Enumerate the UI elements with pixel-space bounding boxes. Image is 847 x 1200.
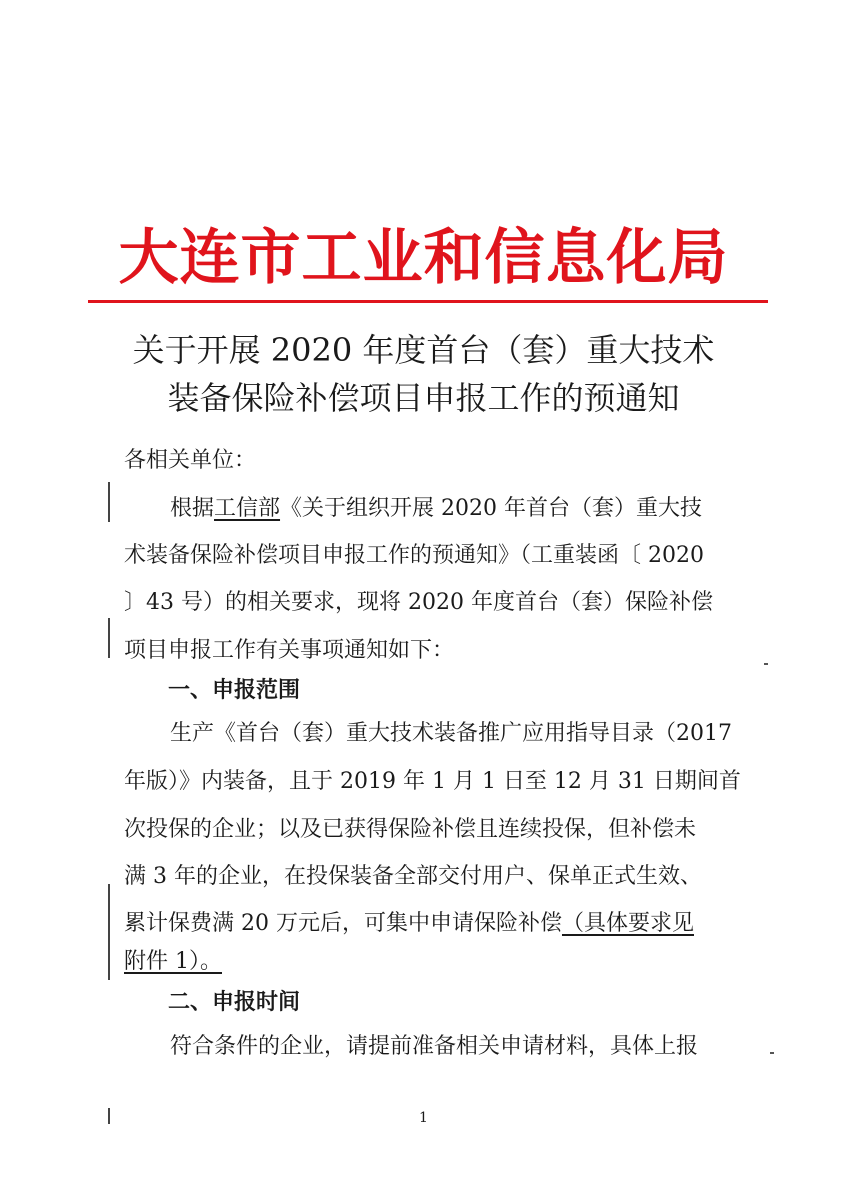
section-1-attachment-reference: 附件 1）。	[124, 949, 222, 974]
scan-speck	[770, 1052, 774, 1054]
intro-line-4: 项目申报工作有关事项通知如下：	[124, 638, 455, 663]
page-number: 1	[419, 1110, 428, 1126]
intro-line-1	[170, 494, 702, 524]
margin-scan-mark	[108, 618, 110, 658]
red-header-rule	[88, 300, 768, 303]
salutation: 各相关单位：	[124, 448, 257, 473]
section-1-underlined-requirements: （具体要求见	[561, 911, 694, 936]
intro-line-3: 〕43 号）的相关要求，现将 2020 年度首台（套）保险补偿	[124, 590, 713, 615]
document-title-line-1: 关于开展 2020 年度首台（套）重大技术	[132, 331, 715, 369]
section-2-line-1: 符合条件的企业，请提前准备相关申请材料，具体上报	[170, 1034, 699, 1059]
margin-scan-mark	[108, 884, 110, 980]
margin-scan-mark	[108, 482, 110, 522]
scan-speck	[764, 663, 768, 665]
intro-text-c: 《关于组织开展 2020 年首台（套）重大技	[280, 496, 703, 521]
issuing-organization-title: 大连市工业和信息化局	[118, 223, 729, 293]
section-1-line-2: 年版）》内装备，且于 2019 年 1 月 1 日至 12 月 31 日期间首	[124, 769, 741, 794]
intro-line-2: 术装备保险补偿项目申报工作的预通知》（工重装函〔 2020	[124, 543, 704, 568]
section-1-line-5	[124, 909, 694, 939]
section-1-heading: 一、申报范围	[168, 678, 301, 703]
document-title-line-2: 装备保险补偿项目申报工作的预通知	[167, 379, 680, 417]
section-1-line-5-text: 累计保费满 20 万元后，可集中申请保险补偿	[124, 911, 562, 936]
section-1-line-6	[124, 947, 222, 977]
section-2-heading: 二、申报时间	[168, 990, 301, 1015]
section-1-line-4: 满 3 年的企业，在投保装备全部交付用户、保单正式生效、	[124, 864, 702, 889]
section-1-line-1: 生产《首台（套）重大技术装备推广应用指导目录（2017	[170, 721, 732, 746]
intro-underlined-ministry: 工信部	[214, 496, 281, 521]
intro-text-a: 根据	[170, 496, 215, 521]
section-1-line-3: 次投保的企业；以及已获得保险补偿且连续投保，但补偿未	[124, 817, 697, 842]
